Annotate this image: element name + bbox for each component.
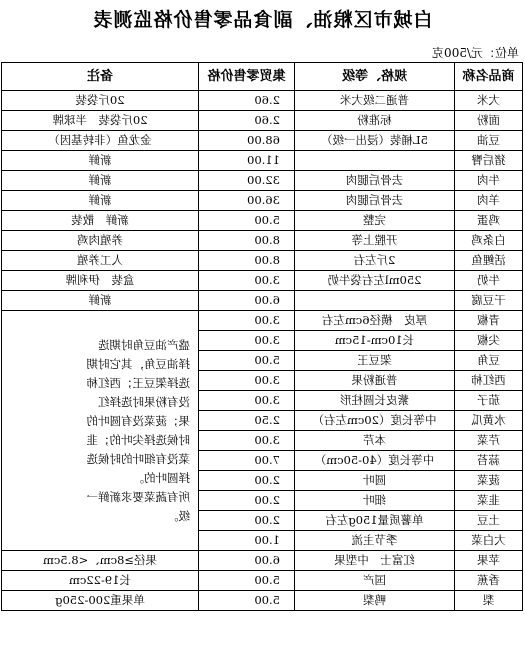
cell-spec: 紫皮长圆柱形 — [295, 391, 455, 411]
cell-price: 2.50 — [199, 411, 295, 431]
header-note: 备注 — [2, 63, 199, 91]
cell-name: 面粉 — [455, 111, 523, 131]
table-row — [2, 151, 523, 171]
unit-label: 单位：元/500克 — [432, 46, 519, 60]
cell-price: 6.00 — [199, 291, 295, 311]
cell-note: 单果重200-250g — [2, 591, 199, 611]
cell-price: 2.00 — [199, 511, 295, 531]
cell-name: 鸡蛋 — [455, 211, 523, 231]
table-row — [2, 591, 523, 611]
cell-price: 2.00 — [199, 471, 295, 491]
cell-name: 猪后臀 — [455, 151, 523, 171]
cell-name: 蒜苔 — [455, 451, 523, 471]
cell-price: 5.00 — [199, 351, 295, 371]
cell-price: 5.00 — [199, 571, 295, 591]
cell-note: 果径≥8cm、<8.5cm — [2, 551, 199, 571]
table-row — [2, 571, 523, 591]
cell-spec: 250ml左右袋牛奶 — [295, 271, 455, 291]
cell-name: 水黄瓜 — [455, 411, 523, 431]
table-row — [2, 131, 523, 151]
cell-spec: 2斤左右 — [295, 251, 455, 271]
header-name: 商品名称 — [455, 63, 523, 91]
cell-note: 新鲜 — [2, 171, 199, 191]
cell-price: 3.00 — [199, 431, 295, 451]
table-row — [2, 311, 523, 331]
cell-price: 3.00 — [199, 331, 295, 351]
cell-name: 干豆腐 — [455, 291, 523, 311]
cell-note: 20斤袋装 — [2, 91, 199, 111]
cell-spec: 中等长度（20cm左右） — [295, 411, 455, 431]
cell-spec: 细叶 — [295, 491, 455, 511]
cell-price: 2.00 — [199, 491, 295, 511]
table-row — [2, 171, 523, 191]
cell-price: 6.00 — [199, 551, 295, 571]
cell-price: 3.00 — [199, 311, 295, 331]
cell-name: 梨 — [455, 591, 523, 611]
cell-spec: 厚皮 横径6cm左右 — [295, 311, 455, 331]
cell-note: 新鲜 — [2, 191, 199, 211]
cell-name: 牛奶 — [455, 271, 523, 291]
table-row — [2, 291, 523, 311]
cell-spec: 圆叶 — [295, 471, 455, 491]
cell-price: 8.00 — [199, 251, 295, 271]
cell-spec: 去骨后腿肉 — [295, 171, 455, 191]
cell-name: 芹菜 — [455, 431, 523, 451]
cell-note: 新鲜 散装 — [2, 211, 199, 231]
cell-spec: 单薯质量150g左右 — [295, 511, 455, 531]
cell-spec: 去骨后腿肉 — [295, 191, 455, 211]
header-spec: 规格、等级 — [295, 63, 455, 91]
cell-price: 3.00 — [199, 271, 295, 291]
cell-spec: 红富士 中型果 — [295, 551, 455, 571]
cell-spec: 中等长度（40-50cm） — [295, 451, 455, 471]
cell-spec: 标准粉 — [295, 111, 455, 131]
cell-name: 大白菜 — [455, 531, 523, 551]
cell-spec: 国产 — [295, 571, 455, 591]
cell-price: 2.60 — [199, 91, 295, 111]
cell-name: 苹果 — [455, 551, 523, 571]
table-row — [2, 91, 523, 111]
cell-note: 新鲜 — [2, 151, 199, 171]
table-row — [2, 271, 523, 291]
cell-price: 8.00 — [199, 231, 295, 251]
cell-spec: 完整 — [295, 211, 455, 231]
cell-name: 香蕉 — [455, 571, 523, 591]
cell-spec — [295, 151, 455, 171]
table-row — [2, 111, 523, 131]
cell-price: 3.00 — [199, 391, 295, 411]
cell-price: 11.00 — [199, 151, 295, 171]
cell-spec: 本芹 — [295, 431, 455, 451]
cell-name: 尖椒 — [455, 331, 523, 351]
cell-spec: 季节主流 — [295, 531, 455, 551]
cell-spec: 开膛上等 — [295, 231, 455, 251]
cell-price: 2.60 — [199, 111, 295, 131]
header-row — [2, 63, 523, 91]
cell-price: 7.00 — [199, 451, 295, 471]
cell-spec: 长10cm-15cm — [295, 331, 455, 351]
cell-note: 20斤袋装 半球牌 — [2, 111, 199, 131]
cell-name: 青椒 — [455, 311, 523, 331]
cell-spec — [295, 291, 455, 311]
table-row — [2, 231, 523, 251]
cell-spec: 5L桶装（浸出一级） — [295, 131, 455, 151]
table-row — [2, 211, 523, 231]
cell-name: 茄子 — [455, 391, 523, 411]
cell-note: 金龙鱼（非转基因） — [2, 131, 199, 151]
vegetable-note: 盛产油豆角时期选 择油豆角，其它时期 选择架豆王；西红柿 没有粉果时选择红 果；菠菜没有圆叶的 时候选择尖叶的；韭 菜没有细叶的时候选 择圆叶的。 所有蔬菜要求新鲜一 级。 — [2, 311, 199, 551]
cell-note: 养殖肉鸡 — [2, 231, 199, 251]
page-title: 白城市区粮油、副食品零售价格监测表 — [92, 9, 433, 31]
cell-name: 豆油 — [455, 131, 523, 151]
cell-name: 菠菜 — [455, 471, 523, 491]
cell-name: 活鲤鱼 — [455, 251, 523, 271]
cell-spec: 架豆王 — [295, 351, 455, 371]
cell-name: 韭菜 — [455, 491, 523, 511]
cell-spec: 普通粉果 — [295, 371, 455, 391]
cell-spec: 鸭梨 — [295, 591, 455, 611]
table-row — [2, 251, 523, 271]
cell-note: 人工养殖 — [2, 251, 199, 271]
cell-price: 5.00 — [199, 591, 295, 611]
cell-price: 3.00 — [199, 371, 295, 391]
cell-price: 1.00 — [199, 531, 295, 551]
cell-price: 36.00 — [199, 191, 295, 211]
cell-note: 长19-22cm — [2, 571, 199, 591]
cell-price: 68.00 — [199, 131, 295, 151]
cell-spec: 普通二级大米 — [295, 91, 455, 111]
cell-name: 牛肉 — [455, 171, 523, 191]
cell-name: 白条鸡 — [455, 231, 523, 251]
cell-name: 土豆 — [455, 511, 523, 531]
table-row — [2, 191, 523, 211]
cell-name: 豆角 — [455, 351, 523, 371]
cell-note: 盒装 伊利牌 — [2, 271, 199, 291]
cell-price: 5.00 — [199, 211, 295, 231]
cell-price: 32.00 — [199, 171, 295, 191]
header-price: 集贸零售价格 — [199, 63, 295, 91]
cell-name: 羊肉 — [455, 191, 523, 211]
cell-name: 西红柿 — [455, 371, 523, 391]
cell-name: 大米 — [455, 91, 523, 111]
table-row — [2, 551, 523, 571]
price-table — [1, 62, 523, 611]
cell-note: 新鲜 — [2, 291, 199, 311]
